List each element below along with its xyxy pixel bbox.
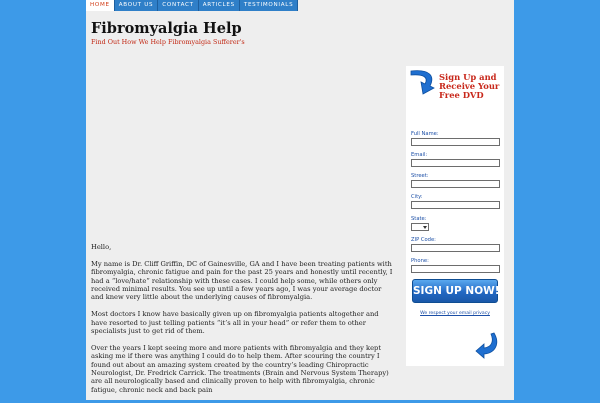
content-paragraph: Most doctors I know have basically given up on fibromyalgia patients altogether and have resorted to just telling patients “it’s all in your head” or refer them to other specialists just to get rid of them.	[91, 310, 379, 336]
nav-home[interactable]: HOME	[86, 0, 115, 11]
city-label: City:	[411, 194, 423, 200]
content-paragraph: Over the years I kept seeing more and more patients with fibromyalgia and they kept asking me if there was anything I could do to help them. After scouring the country I found out about an amazing system created by the country’s leading Chiropractic Neurologist, Dr. Fredrick Carrick. The treatments (Brain and Nervous System Therapy) are all neurologically based and clinically proven to help with fibromyalgia, chronic fatigue, chronic neck and back pain	[91, 343, 389, 394]
email-label: Email:	[411, 152, 428, 158]
street-label: Street:	[411, 173, 429, 179]
privacy-link[interactable]: We respect your email privacy	[420, 311, 490, 316]
state-select[interactable]	[411, 223, 429, 231]
email-input[interactable]	[411, 159, 500, 167]
nav-testimonials[interactable]: TESTIMONIALS	[240, 0, 299, 11]
signup-heading: Sign Up and Receive Your Free DVD	[439, 72, 500, 100]
site-tagline: Find Out How We Help Fibromyalgia Sufferer's	[91, 38, 245, 46]
city-input[interactable]	[411, 201, 500, 209]
content-paragraph: Hello,	[91, 243, 112, 251]
content-paragraph: My name is Dr. Cliff Griffin, DC of Gainesville, GA and I have been treating patients with fibromyalgia, chronic fatigue and pain for the past 25 years and honestly until recently, I had a “love/hate” relationship with these cases. I could help some, while others only received minimal results. You see up until a few years ago, I was your average doctor and knew very little about the underlying causes of fibromyalgia.	[91, 259, 393, 302]
state-label: State:	[411, 216, 427, 222]
full-name-label: Full Name:	[411, 131, 439, 137]
phone-input[interactable]	[411, 265, 500, 273]
top-navigation	[86, 0, 298, 11]
sign-up-button[interactable]: SIGN UP NOW!	[412, 279, 498, 303]
zip-code-label: ZIP Code:	[411, 237, 436, 243]
main-content	[91, 243, 393, 403]
zip-code-input[interactable]	[411, 244, 500, 252]
curved-arrow-icon	[408, 68, 438, 96]
nav-about-us[interactable]: ABOUT US	[115, 0, 159, 11]
full-name-input[interactable]	[411, 138, 500, 146]
signup-sidebar	[406, 66, 504, 366]
phone-label: Phone:	[411, 258, 429, 264]
site-title[interactable]: Fibromyalgia Help	[91, 20, 242, 37]
nav-articles[interactable]: ARTICLES	[199, 0, 240, 11]
curved-arrow-icon	[474, 331, 502, 361]
street-input[interactable]	[411, 180, 500, 188]
nav-contact[interactable]: CONTACT	[158, 0, 198, 11]
page-container	[86, 0, 514, 400]
chevron-down-icon	[423, 226, 427, 229]
